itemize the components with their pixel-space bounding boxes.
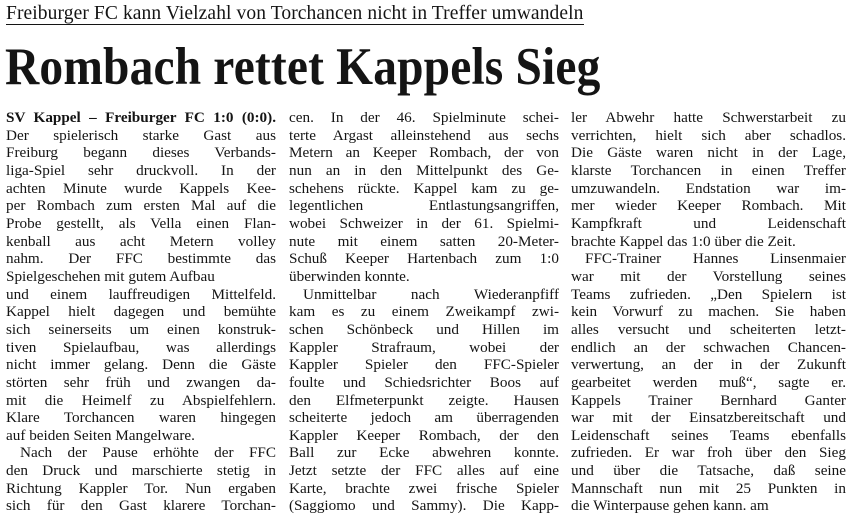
text-line: Schuß Keeper Hartenbach zum 1:0 bbox=[289, 250, 559, 268]
text-line: gearbeitet werden muß“, sagte er. bbox=[571, 373, 846, 391]
text-line: Klare Torchancen waren hingegen bbox=[6, 409, 276, 427]
kicker-text: Freiburger FC kann Vielzahl von Torchancen nicht in Treffer umwandeln bbox=[6, 3, 584, 24]
text-line: Die Gäste waren nicht in der Lage, bbox=[571, 144, 846, 162]
text-line: Spielgeschehen mit gutem Aufbau bbox=[6, 267, 215, 285]
text-line: klarste Torchancen in einen Treffer bbox=[571, 161, 846, 179]
text-line: den Elfmeterpunkt zeigte. Hausen bbox=[289, 391, 559, 409]
text-line: nute mit einem satten 20-Meter- bbox=[289, 232, 559, 250]
text-line: scheiterte jedoch am überragenden bbox=[289, 409, 559, 427]
text-line: Der spielerisch starke Gast aus bbox=[6, 126, 276, 144]
text-line: verrichten, hielt sich aber schadlos. bbox=[571, 126, 846, 144]
text-line: sich seinerseits um einen konstruk- bbox=[6, 320, 276, 338]
text-line: terte Argast alleinstehend aus sechs bbox=[289, 126, 559, 144]
text-line: achten Minute wurde Kappels Kee- bbox=[6, 179, 276, 197]
article-headline: Rombach rettet Kappels Sieg bbox=[5, 38, 601, 96]
text-line: Kampfkraft und Leidenschaft bbox=[571, 214, 846, 232]
article-column-2 bbox=[289, 109, 559, 515]
text-line: FFC-Trainer Hannes Linsenmaier bbox=[585, 250, 846, 268]
text-line: mer wieder Keeper Rombach. Mit bbox=[571, 197, 846, 215]
text-line: sich für den Gast klarere Torchan- bbox=[6, 497, 276, 515]
text-line: die Winterpause gehen kann. am bbox=[571, 497, 769, 515]
text-line: mit die Heimelf zu Abspielfehlern. bbox=[6, 391, 276, 409]
text-line: Jetzt setzte der FFC alles auf eine bbox=[289, 462, 559, 480]
article-column-3 bbox=[571, 109, 846, 515]
text-line: Kappels Trainer Bernhard Ganter bbox=[571, 391, 846, 409]
text-line: zufrieden. Er war froh über den Sieg bbox=[571, 444, 846, 462]
text-line: nahm. Der FFC bestimmte das bbox=[6, 250, 276, 268]
text-line: alles versucht und scheiterten letzt- bbox=[571, 320, 846, 338]
text-line: endlich an der schwachen Chancen- bbox=[571, 338, 846, 356]
article-column-1 bbox=[6, 109, 276, 515]
text-line: kenball aus acht Metern volley bbox=[6, 232, 276, 250]
text-line: Freiburg begann dieses Verbands- bbox=[6, 144, 276, 162]
text-line: Nach der Pause erhöhte der FFC bbox=[20, 444, 276, 462]
text-line: Kappler Keeper Rombach, der den bbox=[289, 426, 559, 444]
text-line: auf beiden Seiten Mangelware. bbox=[6, 426, 195, 444]
text-line: Karte, brachte zwei frische Spieler bbox=[289, 479, 559, 497]
text-line: schen Schönbeck und Hillen im bbox=[289, 320, 559, 338]
text-line: Kappler Spieler den FFC-Spieler bbox=[289, 356, 559, 374]
text-line: war mit der Einsatzbereitschaft und bbox=[571, 409, 846, 427]
text-line: (Saggiomo und Sammy). Die Kapp- bbox=[289, 497, 559, 515]
text-line: war mit der Vorstellung seines bbox=[571, 267, 846, 285]
article-kicker bbox=[6, 1, 584, 27]
text-line: foulte und Schiedsrichter Boos auf bbox=[289, 373, 559, 391]
text-line: Metern an Keeper Rombach, der von bbox=[289, 144, 559, 162]
text-line: den Druck und marschierte stetig in bbox=[6, 462, 276, 480]
text-line: legentlichen Entlastungsangriffen, bbox=[289, 197, 559, 215]
text-line: Ball zur Ecke abwehren konnte. bbox=[289, 444, 559, 462]
text-line: brachte Kappel das 1:0 über die Zeit. bbox=[571, 232, 796, 250]
text-line: störten sehr früh und zwangen da- bbox=[6, 373, 276, 391]
text-line: Kappel hielt dagegen und bemühte bbox=[6, 303, 276, 321]
text-line: SV Kappel – Freiburger FC 1:0 (0:0). bbox=[6, 109, 276, 126]
text-line: überwinden konnte. bbox=[289, 267, 410, 285]
text-line: Kappler Strafraum, wobei der bbox=[289, 338, 559, 356]
text-line: per Rombach zum ersten Mal auf die bbox=[6, 197, 276, 215]
text-line: tiven Spielaufbau, was allerdings bbox=[6, 338, 276, 356]
text-line: Leidenschaft seines Teams ebenfalls bbox=[571, 426, 846, 444]
text-line: und über die Tatsache, daß seine bbox=[571, 462, 846, 480]
text-line: Mannschaft nun mit 25 Punkten in bbox=[571, 479, 846, 497]
text-line: Richtung Kappler Tor. Nun ergaben bbox=[6, 479, 276, 497]
text-line: nun an in den Mittelpunkt des Ge- bbox=[289, 161, 559, 179]
text-line: Unmittelbar nach Wiederanpfiff bbox=[303, 285, 559, 303]
text-line: verwertung, an der in der Zukunft bbox=[571, 356, 846, 374]
text-line: und einem lauffreudigen Mittelfeld. bbox=[6, 285, 276, 303]
text-line: cen. In der 46. Spielminute schei- bbox=[289, 109, 559, 126]
text-line: Probe gestellt, als Vella einen Flan- bbox=[6, 214, 276, 232]
text-line: kam es zu einem Zweikampf zwi- bbox=[289, 303, 559, 321]
text-line: schehens rückte. Kappel kam zu ge- bbox=[289, 179, 559, 197]
text-line: kein Vorwurf zu machen. Sie haben bbox=[571, 303, 846, 321]
text-line: liga-Spiel sehr druckvoll. In der bbox=[6, 161, 276, 179]
text-line: nicht immer gelang. Denn die Gäste bbox=[6, 356, 276, 374]
text-line: wobei Schweizer in der 61. Spielmi- bbox=[289, 214, 559, 232]
text-line: ler Abwehr hatte Schwerstarbeit zu bbox=[571, 109, 846, 126]
text-line: umzuwandeln. Endstation war im- bbox=[571, 179, 846, 197]
text-line: Teams zufrieden. „Den Spielern ist bbox=[571, 285, 846, 303]
